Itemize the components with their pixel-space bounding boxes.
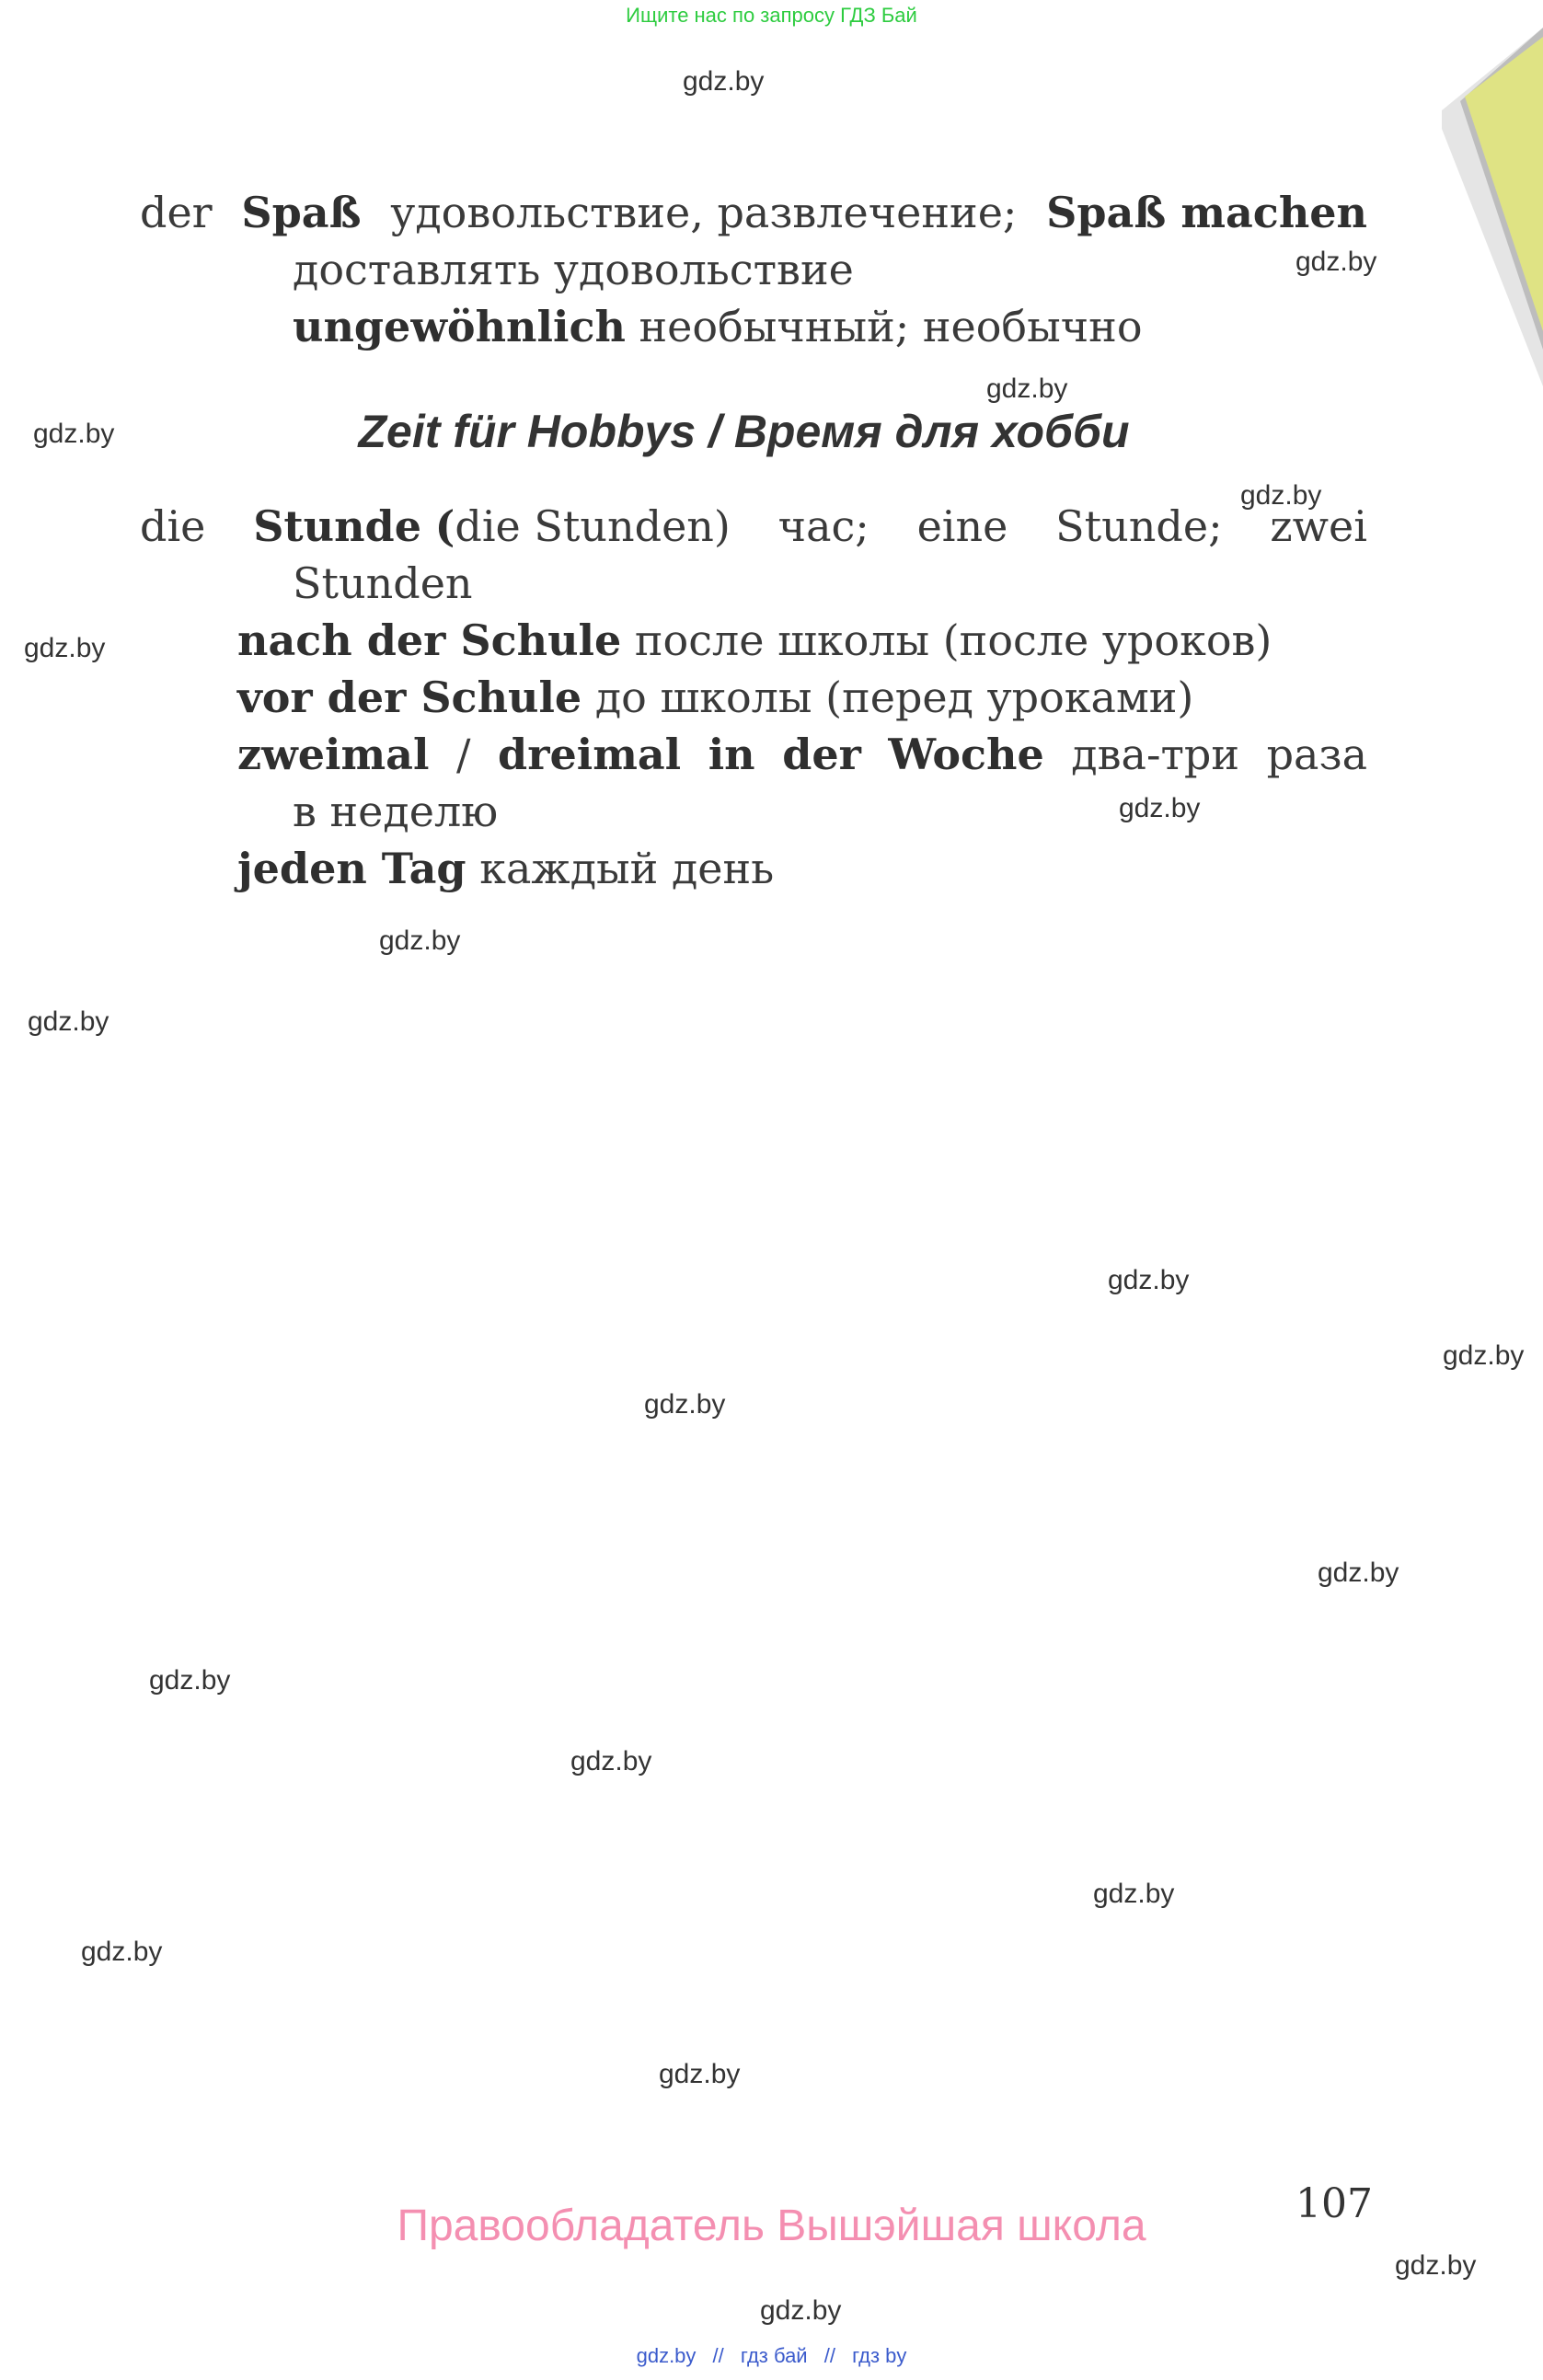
watermark: gdz.by (644, 1389, 726, 1420)
translation: удовольствие, развлечение; (390, 188, 1018, 237)
headword-part: Woche (888, 730, 1044, 779)
headword: ungewöhnlich (293, 302, 626, 351)
vocab-entry-ungewoehnlich (293, 298, 1143, 355)
example-word: eine (916, 501, 1008, 551)
watermark: gdz.by (1295, 247, 1377, 277)
watermark: gdz.by (1093, 1879, 1175, 1909)
watermark: gdz.by (28, 1006, 109, 1037)
plural: die Stunden) (455, 501, 731, 551)
headword: jeden Tag (237, 844, 466, 893)
example-word: zwei (1270, 501, 1367, 551)
translation: необычный; необычно (639, 302, 1143, 351)
search-hint[interactable]: Ищите нас по запросу ГДЗ Бай (626, 4, 917, 27)
translation-part: раза (1266, 730, 1367, 779)
watermark: gdz.by (379, 926, 461, 956)
headword-part: der (782, 730, 861, 779)
watermark: gdz.by (81, 1937, 163, 1967)
article: der (140, 188, 213, 237)
headword: Spaß (241, 188, 362, 237)
watermark: gdz.by (33, 419, 115, 449)
headword: vor der Schule (237, 673, 582, 722)
footer-link-gdz[interactable]: gdz.by (636, 2344, 697, 2367)
headword-part: zweimal (237, 730, 430, 779)
vocab-entry-jeden-tag (237, 840, 774, 897)
vocab-entry-vor-der-schule (237, 669, 1193, 726)
headword-group (253, 498, 731, 555)
watermark: gdz.by (570, 1746, 652, 1776)
watermark: gdz.by (1318, 1558, 1399, 1588)
headword: nach der Schule (237, 615, 622, 665)
open-paren: ( (434, 501, 455, 551)
watermark: gdz.by (659, 2059, 741, 2089)
watermark: gdz.by (149, 1665, 231, 1696)
vocab-entry-nach-der-schule (237, 612, 1272, 669)
watermark: gdz.by (1240, 480, 1322, 511)
footer-links (0, 2344, 1543, 2368)
headword: Stunde (253, 501, 421, 551)
translation: час; (777, 501, 869, 551)
footer-link-gdz-by[interactable]: гдз by (852, 2344, 907, 2367)
vocab-entry-spass-cont: доставлять удовольствие (293, 245, 854, 294)
page-number: 107 (1295, 2180, 1373, 2227)
translation: каждый день (479, 844, 775, 893)
watermark: gdz.by (683, 66, 765, 97)
example-word: Stunde; (1055, 501, 1223, 551)
vocab-entry-zweimal-cont: в неделю (293, 787, 499, 836)
footer-separator: // (823, 2344, 835, 2367)
vocab-entry-spass (140, 184, 1367, 241)
translation: после школы (после уроков) (634, 615, 1272, 665)
footer-link-gdz-bai[interactable]: гдз бай (740, 2344, 808, 2367)
vocab-entry-zweimal (237, 726, 1367, 783)
slash: / (455, 730, 471, 779)
watermark: gdz.by (1108, 1265, 1190, 1295)
watermark: gdz.by (760, 2295, 842, 2326)
watermark: gdz.by (1443, 1340, 1525, 1371)
article: die (140, 501, 206, 551)
vocab-entry-stunde-cont: Stunden (293, 558, 473, 608)
vocab-entry-stunde (140, 498, 1367, 555)
watermark: gdz.by (24, 633, 106, 663)
footer-separator: // (712, 2344, 724, 2367)
copyright-notice: Правообладатель Вышэйшая школа (397, 2202, 1146, 2250)
phrase: Spaß machen (1046, 188, 1367, 237)
headword-part: in (708, 730, 755, 779)
watermark: gdz.by (1119, 793, 1201, 823)
watermark: gdz.by (986, 374, 1068, 404)
watermark: gdz.by (1395, 2250, 1477, 2281)
translation: до школы (перед уроками) (594, 673, 1194, 722)
headword-part: dreimal (498, 730, 682, 779)
translation-part: два-три (1071, 730, 1240, 779)
section-heading: Zeit für Hobbys / Время для хобби (358, 406, 1130, 457)
